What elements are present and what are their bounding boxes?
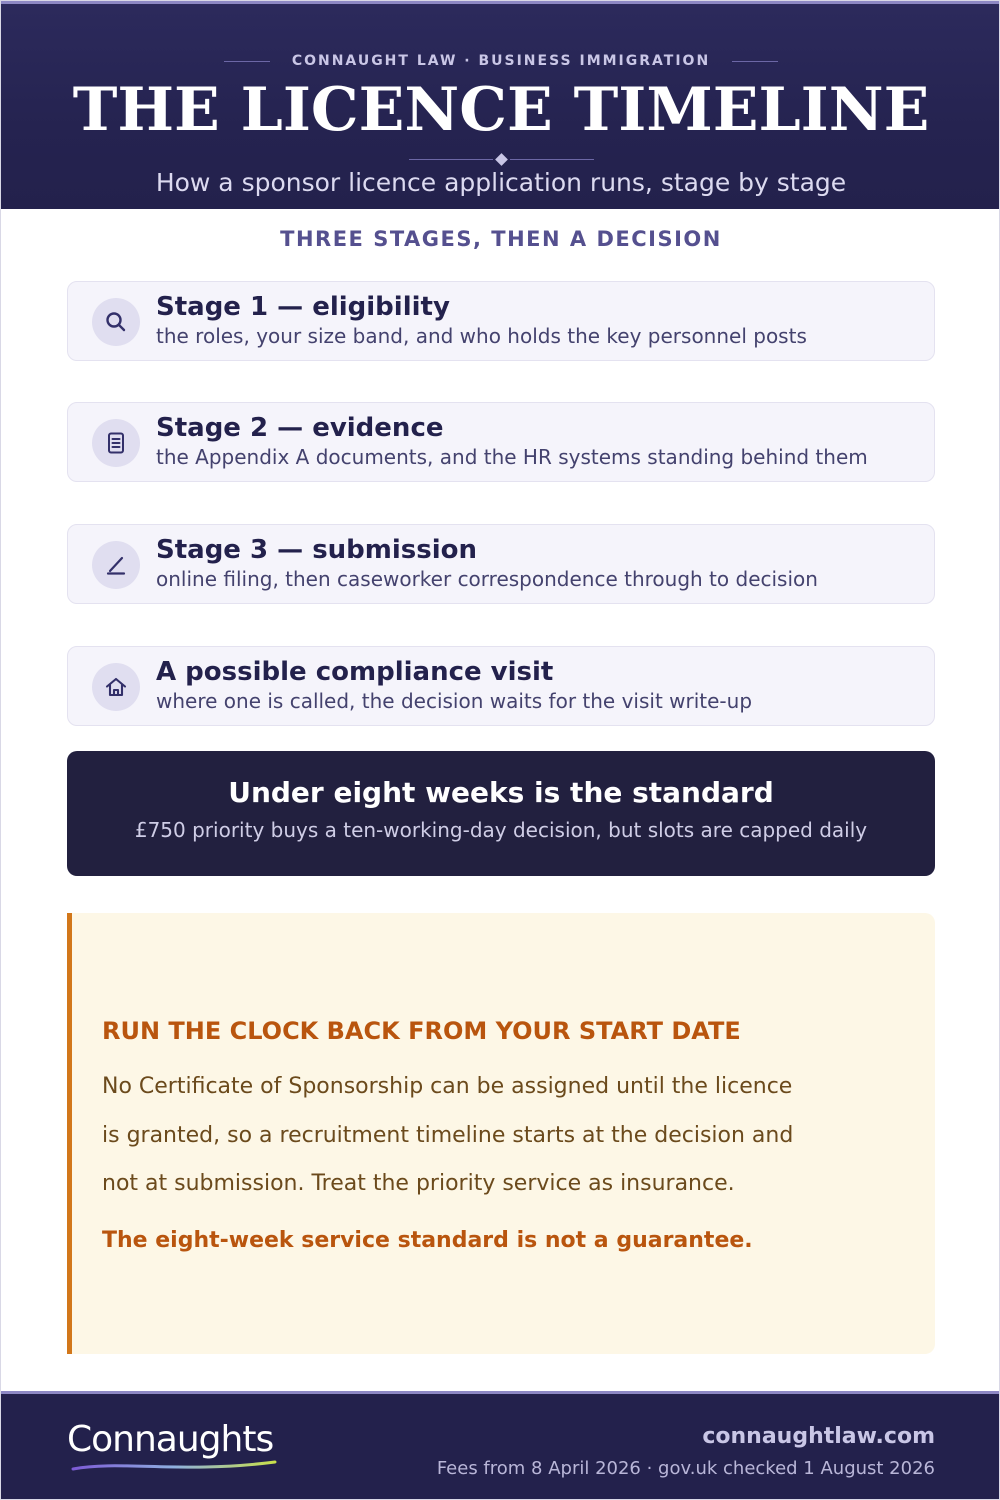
callout-emphasis: The eight-week service standard is not a guarantee. [102,1228,753,1253]
pen-icon [92,541,140,589]
stage-card-submission [67,524,935,604]
stage-description: where one is called, the decision waits for the visit write-up [156,689,753,713]
stage-description: the roles, your size band, and who holds the key personnel posts [156,324,807,348]
footer [1,1391,1000,1500]
stage-title: Stage 1 — eligibility [156,292,450,322]
home-icon [92,663,140,711]
website-link[interactable]: connaughtlaw.com [702,1424,935,1449]
search-icon [92,298,140,346]
stage-title: A possible compliance visit [156,657,554,687]
divider-rule-right [510,159,594,160]
callout-body [102,1063,822,1209]
stage-description: online filing, then caseworker correspondence through to decision [156,567,818,591]
callout-line: No Certificate of Sponsorship can be assigned until the licence [102,1074,793,1099]
eyebrow-text: CONNAUGHT LAW · BUSINESS IMMIGRATION [291,53,711,69]
page-subtitle: How a sponsor licence application runs, stage by stage [155,168,847,197]
eyebrow-rule-right [732,61,778,62]
eyebrow-rule-left [224,61,270,62]
callout-heading: RUN THE CLOCK BACK FROM YOUR START DATE [102,1017,741,1045]
stage-card-evidence [67,402,935,482]
callout-line: not at submission. Treat the priority service as insurance. [102,1171,735,1196]
stage-description: the Appendix A documents, and the HR systems standing behind them [156,445,868,469]
brand-logo: Connaughts [67,1419,274,1460]
diamond-ornament-icon [495,153,508,166]
document-icon [92,419,140,467]
service-standard-title: Under eight weeks is the standard [228,776,774,809]
service-standard-box [67,751,935,876]
header-banner [1,1,1000,209]
callout-line: is granted, so a recruitment timeline starts at the decision and [102,1122,794,1148]
stage-title: Stage 3 — submission [156,535,478,565]
section-label: THREE STAGES, THEN A DECISION [280,227,722,251]
title-divider [1,152,1000,166]
advice-callout [67,913,935,1354]
stage-title: Stage 2 — evidence [156,413,444,443]
service-standard-description: £750 priority buys a ten-working-day decision, but slots are capped daily [134,818,868,842]
stage-card-compliance-visit [67,646,935,726]
logo-swoosh-icon [71,1458,277,1474]
footer-fees-note: Fees from 8 April 2026 · gov.uk checked 1 August 2026 [436,1458,935,1479]
page-title: THE LICENCE TIMELINE [72,75,930,145]
stage-card-eligibility [67,281,935,361]
divider-rule-left [409,159,493,160]
eyebrow-row [1,50,1000,72]
